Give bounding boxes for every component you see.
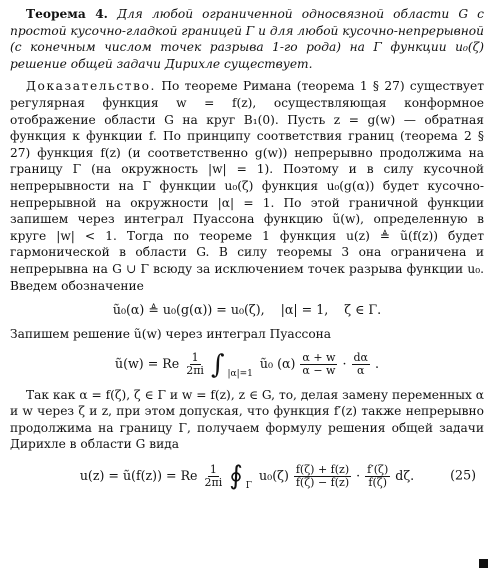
solution-coef-den: 2πi <box>204 475 223 489</box>
solution-coef-num: 1 <box>209 462 217 476</box>
equation-number: (25) <box>450 467 476 483</box>
poisson-measure-den: α <box>357 364 365 378</box>
solution-kernel-den: f(ζ) − f(z) <box>295 475 350 489</box>
theorem-heading: Теорема 4. <box>26 7 108 21</box>
solution-integrand: u₀(ζ) <box>259 467 289 483</box>
poisson-coef-den: 2πi <box>186 364 204 378</box>
formula-poisson <box>10 343 484 387</box>
poisson-kernel-num: α + w <box>302 351 336 365</box>
solution-kernel <box>294 464 351 489</box>
solution-lhs: u(z) = ũ(f(z)) = Re <box>79 467 198 483</box>
theorem-paragraph <box>10 6 484 72</box>
solution-kernel-num: f(ζ) + f(z) <box>295 462 350 476</box>
contour-integral-sign: ∮ <box>229 461 243 492</box>
solution-coefficient <box>203 464 225 489</box>
solution-end: dζ. <box>395 467 415 483</box>
proof-text-2: Запишем решение ũ(w) через интеграл Пуассона <box>10 327 332 342</box>
formula-notation <box>10 294 484 326</box>
contour-limit: Γ <box>245 480 253 491</box>
solution-dot: · <box>356 467 361 483</box>
proof-text-3: Так как α = f(ζ), ζ ∈ Γ и w = f(z), z ∈ G, то, делая замену переменных α и w через ζ и z, при этом допуская, что функция f′(z) также непрерывно продолжима на границу Γ, получаем формулу решения общей задачи Дирихле в области G вида <box>10 387 484 452</box>
solution-derivative-num: f′(ζ) <box>367 462 389 476</box>
poisson-kernel <box>300 352 337 377</box>
proof-paragraph-1 <box>10 78 484 294</box>
proof-label: Доказательство. <box>26 79 157 94</box>
solution-derivative <box>365 464 390 489</box>
proof-paragraph-2 <box>10 326 484 343</box>
solution-derivative-den: f(ζ) <box>368 475 388 489</box>
integral-sign: ∫ <box>210 349 225 380</box>
poisson-integrand: ũ₀ (α) <box>259 356 296 372</box>
poisson-lhs: ũ(w) = Re <box>114 356 180 372</box>
formula-solution <box>10 453 484 499</box>
theorem-text: Для любой ограниченной односвязной области G с простой кусочно-гладкой границей Γ и для любой кусочно-непрерывной (с конечным числом точек разрыва 1-го рода) на Γ функции u₀(ζ) решение общей задачи Дирихле существует. <box>10 7 484 71</box>
formula-notation-text: ũ₀(α) ≜ u₀(g(α)) = u₀(ζ), |α| = 1, ζ ∈ Γ. <box>112 301 382 317</box>
proof-text-1: По теореме Римана (теорема 1 § 27) существует регулярная функция w = f(z), осуществляющая конформное отображение области G на круг B₁(0). Пусть z = g(w) — обратная функция к функции f. По принципу соответствия границ (теорема 2 § 27) функция f(z) (и соответственно g(w)) непрерывно продолжима на границу Γ (на окружность |w| = 1). Поэтому и в силу кусочной непрерывности на Γ функции u₀(ζ) функция u₀(g(α)) будет кусочно-непрерывной на окружности |α| = 1. По этой граничной функции запишем через интеграл Пуассона функцию ũ(w), определенную в круге |w| < 1. Тогда по теореме 1 функция u(z) ≜ ũ(f(z)) будет гармонической в области G. В силу теоремы 3 она ограничена и непрерывна на G ∪ Γ всюду за исключением точек разрыва функции u₀. Введем обозначение <box>10 79 485 293</box>
poisson-kernel-den: α − w <box>302 364 336 378</box>
poisson-coef-num: 1 <box>191 351 199 365</box>
proof-paragraph-3 <box>10 387 484 453</box>
poisson-coefficient <box>184 352 206 377</box>
poisson-dot: · <box>342 356 347 372</box>
poisson-end: . <box>374 356 379 372</box>
qed-square <box>479 559 488 568</box>
poisson-measure-num: dα <box>353 351 368 365</box>
integral-limit: |α|=1 <box>227 369 253 380</box>
poisson-measure <box>352 352 370 377</box>
page-content <box>10 6 484 499</box>
